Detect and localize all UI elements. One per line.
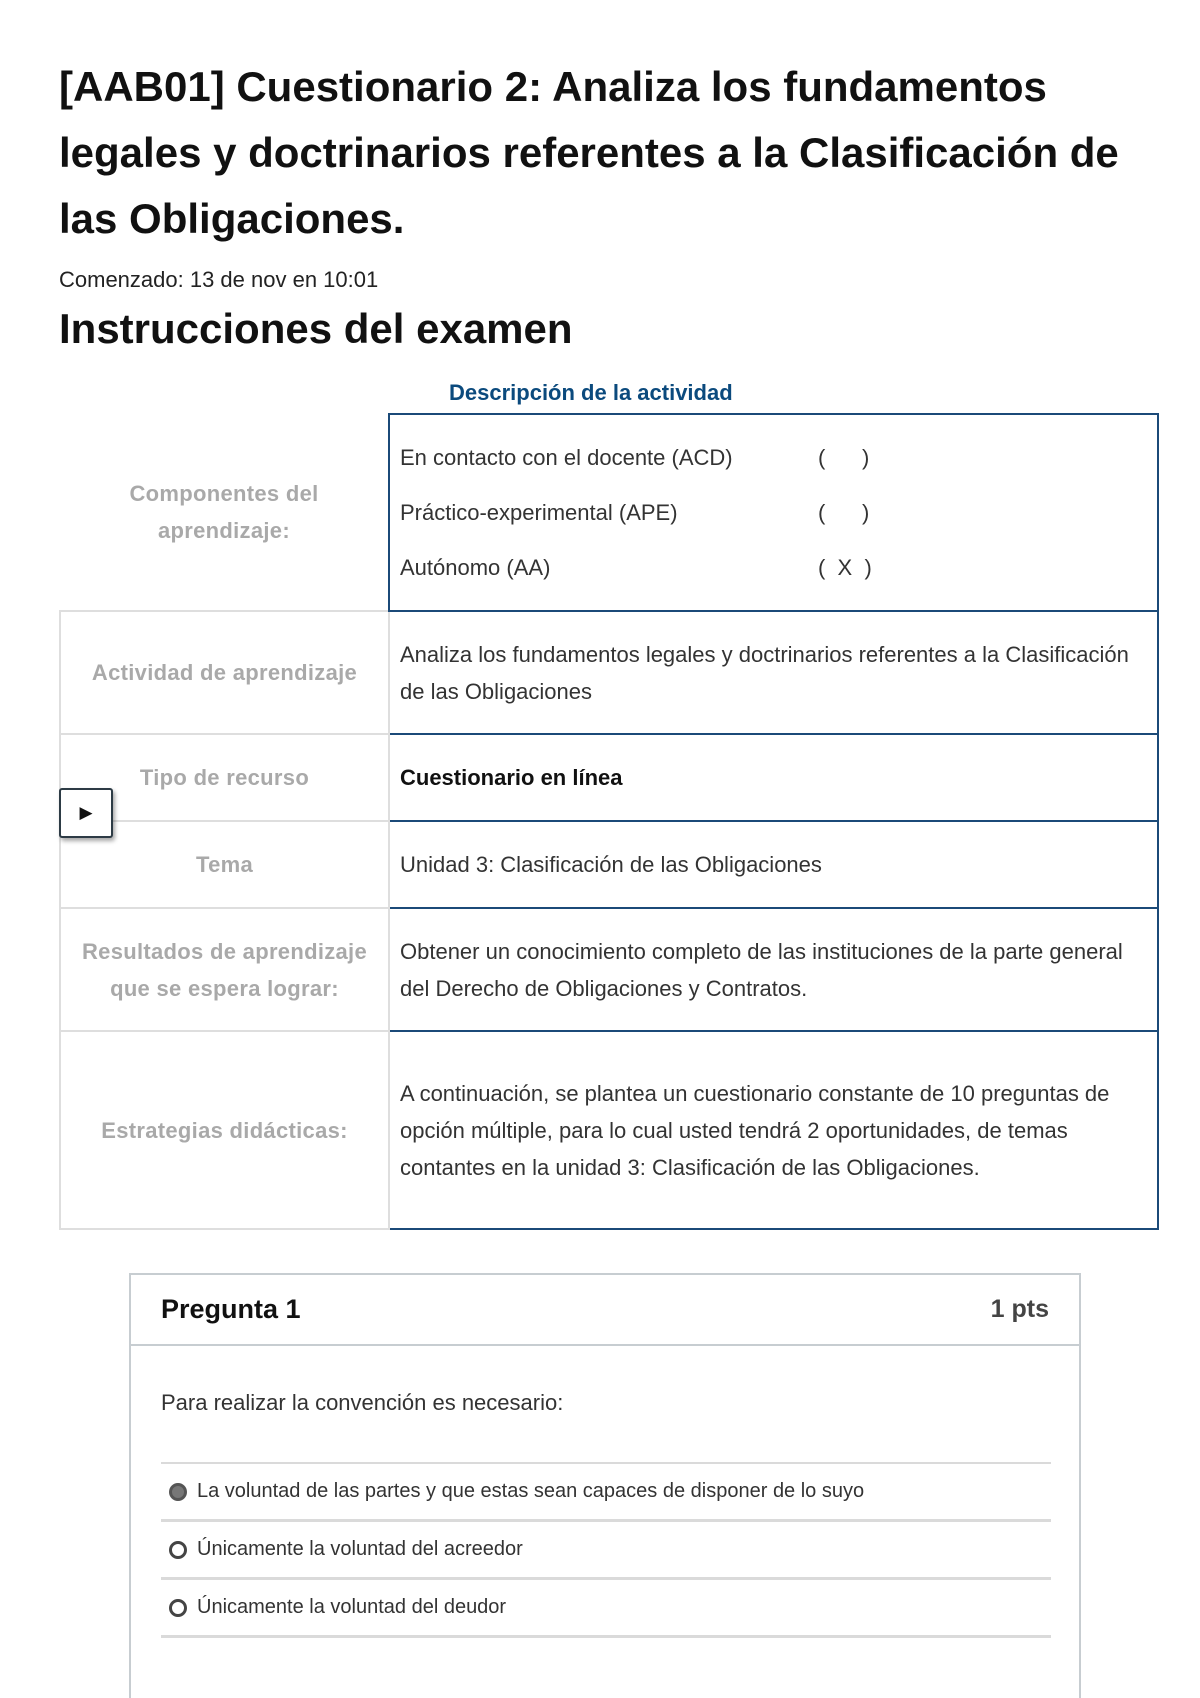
answer-label: Únicamente la voluntad del acreedor — [197, 1538, 523, 1560]
component-mark: ( X ) — [818, 555, 872, 580]
component-mark: ( ) — [818, 445, 870, 470]
strategies-value: A continuación, se plantea un cuestionario constante de 10 preguntas de opción múltiple, para lo cual usted tendrá 2 oportunidades, de temas contantes en la unidad 3: Clasificación de las Obligaciones. — [389, 1031, 1158, 1229]
activity-value: Analiza los fundamentos legales y doctrinarios referentes a la Clasificación de las Obligaciones — [389, 611, 1158, 734]
quiz-title: [AAB01] Cuestionario 2: Analiza los fundamentos legales y doctrinarios referentes a la Clasificación de las Obligaciones. — [59, 63, 1119, 242]
question-header — [131, 1275, 1079, 1346]
strategies-label: Estrategias didácticas: — [60, 1031, 389, 1229]
components-label: Componentes del aprendizaje: — [129, 481, 319, 543]
component-name: En contacto con el docente (ACD) — [400, 445, 733, 470]
table-row — [60, 821, 1158, 908]
answer-list — [161, 1462, 1051, 1638]
component-mark: ( ) — [818, 500, 870, 525]
radio-icon[interactable] — [169, 1541, 187, 1559]
component-name: Práctico-experimental (APE) — [400, 500, 678, 525]
outcomes-label: Resultados de aprendizaje que se espera lograr: — [60, 908, 389, 1031]
table-row — [60, 1031, 1158, 1229]
resource-type-label: Tipo de recurso — [60, 734, 389, 821]
question-card — [129, 1273, 1081, 1698]
answer-option[interactable] — [161, 1464, 1051, 1522]
table-row — [60, 908, 1158, 1031]
question-points: 1 pts — [990, 1295, 1049, 1323]
resource-type-value: Cuestionario en línea — [389, 734, 1158, 821]
instructions-heading: Instrucciones del examen — [59, 305, 573, 352]
topic-label: Tema — [60, 821, 389, 908]
question-text: Para realizar la convención es necesario: — [161, 1390, 564, 1415]
activity-description-heading: Descripción de la actividad — [449, 380, 733, 405]
answer-label: Únicamente la voluntad del deudor — [197, 1596, 507, 1618]
play-button[interactable] — [59, 788, 113, 838]
table-row — [60, 611, 1158, 734]
component-name: Autónomo (AA) — [400, 555, 551, 580]
outcomes-value: Obtener un conocimiento completo de las instituciones de la parte general del Derecho de Obligaciones y Contratos. — [389, 908, 1158, 1031]
activity-label: Actividad de aprendizaje — [60, 611, 389, 734]
component-item — [400, 540, 1147, 595]
component-item — [400, 430, 1147, 485]
started-timestamp: Comenzado: 13 de nov en 10:01 — [59, 267, 379, 292]
radio-selected-icon[interactable] — [169, 1483, 187, 1501]
answer-label: La voluntad de las partes y que estas sean capaces de disponer de lo suyo — [197, 1480, 865, 1502]
play-icon: ▶ — [79, 803, 93, 822]
component-item — [400, 485, 1147, 540]
components-cell — [389, 414, 1158, 611]
table-row — [60, 414, 1158, 611]
question-name: Pregunta 1 — [161, 1294, 301, 1324]
topic-value: Unidad 3: Clasificación de las Obligaciones — [389, 821, 1158, 908]
answer-option[interactable] — [161, 1522, 1051, 1580]
radio-icon[interactable] — [169, 1599, 187, 1617]
activity-table — [59, 413, 1159, 1230]
answer-option[interactable] — [161, 1580, 1051, 1638]
table-row — [60, 734, 1158, 821]
